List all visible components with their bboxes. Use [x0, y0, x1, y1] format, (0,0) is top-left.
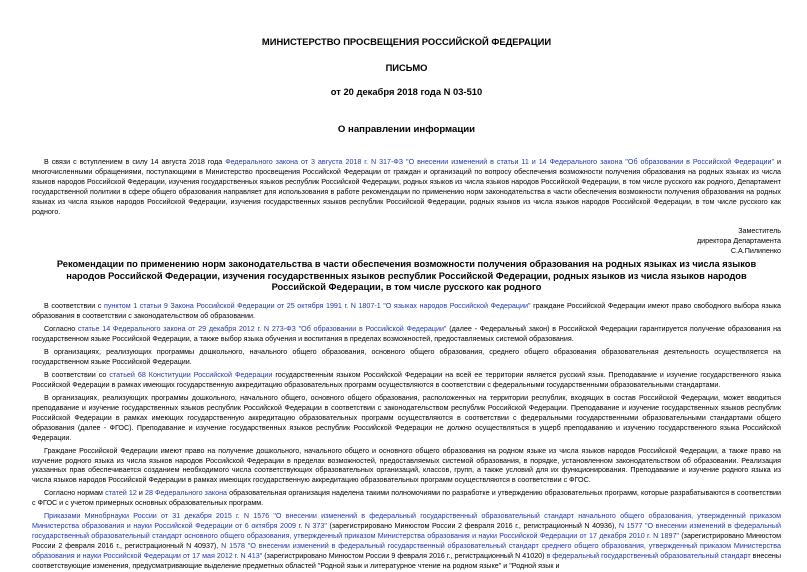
link-federal-law-317[interactable]: Федерального закона от 3 августа 2018 г. N 317-ФЗ "О внесении изменений в статьи 11 и 14 Федерального закона "Об образовании в Российской Федерации"	[225, 158, 775, 166]
link-law-languages[interactable]: пунктом 1 статьи 9 Закона Российской Федерации от 25 октября 1991 г. N 1807-1 "О языках народов Российской Федерации"	[103, 301, 531, 310]
link-article-14-education-law[interactable]: статье 14 Федерального закона от 29 декабря 2012 г. N 273-ФЗ "Об образовании в Российской Федерации"	[77, 324, 447, 333]
paragraph-8-text-1: (зарегистрировано Минюстом России 2 февраля 2016 г., регистрационный N 40936),	[326, 522, 619, 531]
paragraph-8-text-3: (зарегистрировано Минюстом России 9 февраля 2016 г., регистрационный N 41020)	[262, 552, 547, 561]
intro-paragraph	[32, 157, 781, 218]
link-article-68-constitution[interactable]: статьей 68 Конституции Российской Федерации	[109, 370, 273, 379]
paragraph-3: В организациях, реализующих программы дошкольного, начального общего образования, основного общего образования, среднего общего образования образовательная деятельность осуществляется на государственном языке Российской Федерации.	[32, 347, 781, 366]
paragraph-7-text-3: образовательная организация наделена такими полномочиями по разработке и утверждению образовательных программ, которые разрабатываются в соответствии с ФГОС и с учетом примерных основных образовательных программ.	[32, 489, 781, 508]
paragraph-7-text-2: и	[136, 489, 145, 498]
paragraph-1-text-2: граждане Российской Федерации имеют право свободного выбора языка образования в соответствии с законодательством об образовании.	[32, 301, 782, 320]
paragraph-4-text-1: В соответствии со	[44, 370, 110, 379]
paragraph-2-text-2: (далее - Федеральный закон) в Российской Федерации гарантируется получение образования на государственном языке Российской Федерации, а также выбор языка обучения и воспитания в пределах возможностей, предоставляемых системой образования.	[32, 324, 781, 343]
paragraph-7-text-1: Согласно нормам	[44, 489, 106, 498]
paragraph-8	[32, 512, 781, 571]
link-order-1576[interactable]: Приказами Минобрнауки России от 31 декабря 2015 г. N 1576 "О внесении изменений в федеральный государственный образовательный стандарт начального общего образования, утвержденный приказом Министерства образования и науки Российской Федерации от 6 октября 2009 г. N 373"	[32, 512, 781, 531]
link-federal-standard[interactable]: в федеральный государственный образовательный стандарт	[546, 552, 751, 561]
link-order-1578[interactable]: N 1578 "О внесении изменений в федеральный государственный образовательный стандарт среднего общего образования, утвержденный приказом Министерства образования и науки Российской Федерации от 17 мая 2012 г. N 413"	[32, 542, 781, 561]
document-date-number: от 20 декабря 2018 года N 03-510	[330, 86, 483, 97]
paragraph-2-text-1: Согласно	[44, 324, 78, 333]
paragraph-4	[32, 371, 781, 391]
signature-position: Заместитель	[738, 226, 781, 235]
paragraph-6: Граждане Российской Федерации имеют право на получение дошкольного, начального общего и основного общего образования на родном языке из числа языков народов Российской Федерации, а также право на изучение родного языка из числа языков народов Российской Федерации в пределах возможностей, предоставляемых системой образования, в порядке, установленном законодательством об образовании. Реализация указанных прав обеспечивается созданием необходимого числа соответствующих образовательных организаций, классов, групп, а также условий для их функционирования. Преподавание и изучение родного языка из числа языков народов Российской Федерации в рамках имеющих государственную аккредитацию образовательных программ осуществляются в соответствии с ФГОС.	[32, 446, 781, 485]
document-subject: О направлении информации	[337, 124, 476, 135]
paragraph-1	[32, 302, 781, 322]
signature-block	[32, 226, 781, 257]
signature-name: С.А.Пилипенко	[730, 246, 781, 255]
paragraph-4-text-2: государственным языком Российской Федерации на всей ее территории является русский язык. Преподавание и изучение государственного языка Российской Федерации в рамках имеющих государственную аккредитацию образовательных программ осуществляются в соответствии с федеральными государственными образовательными стандартами.	[32, 370, 781, 389]
paragraph-1-text-1: В соответствии с	[44, 301, 104, 310]
paragraph-8-text-4: внесены соответствующие изменения, предусматривающие выделение предметных областей "Родной язык и литературное чтение на родном языке" и "Родной язык и	[32, 552, 781, 571]
recommendations-title: Рекомендации по применению норм законодательства в части обеспечения возможности получения образования на родных языках из числа языков народов Российской Федерации, изучения государственных языков республик Российской Федерации, родных языков из числа языков народов Российской Федерации, в том числе русского как родного	[56, 259, 757, 293]
document-type-heading: ПИСЬМО	[385, 62, 428, 73]
paragraph-2	[32, 325, 781, 345]
link-article-28-federal-law[interactable]: 28 Федерального закона	[145, 489, 228, 498]
paragraph-5: В организациях, реализующих программы дошкольного, начального общего, основного общего образования, расположенных на территории республик, входящих в состав Российской Федерации, может вводиться преподавание и изучение государственных языков республик Российской Федерации в соответствии с законодательством республик Российской Федерации. Преподавание и изучение государственных языков республик Российской Федерации в рамках имеющих государственную аккредитацию образовательных программ осуществляются в соответствии с федеральными государственными образовательными стандартами общего образования (далее - ФГОС). Преподавание и изучение государственных языков республик Российской Федерации не должно осуществляться в ущерб преподаванию и изучению государственного языка Российской Федерации.	[32, 393, 781, 442]
ministry-heading: МИНИСТЕРСТВО ПРОСВЕЩЕНИЯ РОССИЙСКОЙ ФЕДЕРАЦИИ	[261, 36, 552, 47]
intro-text-2: и многочисленными обращениями, поступающими в Министерство просвещения Российской Федерации от граждан и организаций по вопросу обеспечения возможности получения образования на родных языках из числа языков народов Российской Федерации, изучения государственных языков республик Российской Федерации, родных языков из числа языков народов Российской Федерации, в том числе русского как родного, Департамент государственной политики в сфере общего образования направляет для использования в работе рекомендации по применению норм законодательства в части обеспечения возможности получения образования на родных языках из числа языков народов Российской Федерации, изучения государственных языков республик Российской Федерации, родных языков из числа языков народов Российской Федерации, в том числе русского как родного.	[32, 158, 781, 217]
paragraph-8-text-2: (зарегистрировано Минюстом России 2 февраля 2016 г., регистрационный N 40937),	[32, 532, 781, 551]
paragraph-7	[32, 489, 781, 509]
intro-text-1: В связи с вступлением в силу 14 августа 2018 года	[44, 158, 226, 166]
signature-department: директора Департамента	[697, 236, 781, 245]
link-article-12[interactable]: статей 12	[105, 489, 137, 498]
link-order-1577[interactable]: N 1577 "О внесении изменений в федеральный государственный образовательный стандарт основного общего образования, утвержденный приказом Министерства образования и науки Российской Федерации от 17 декабря 2010 г. N 1897"	[32, 522, 781, 541]
